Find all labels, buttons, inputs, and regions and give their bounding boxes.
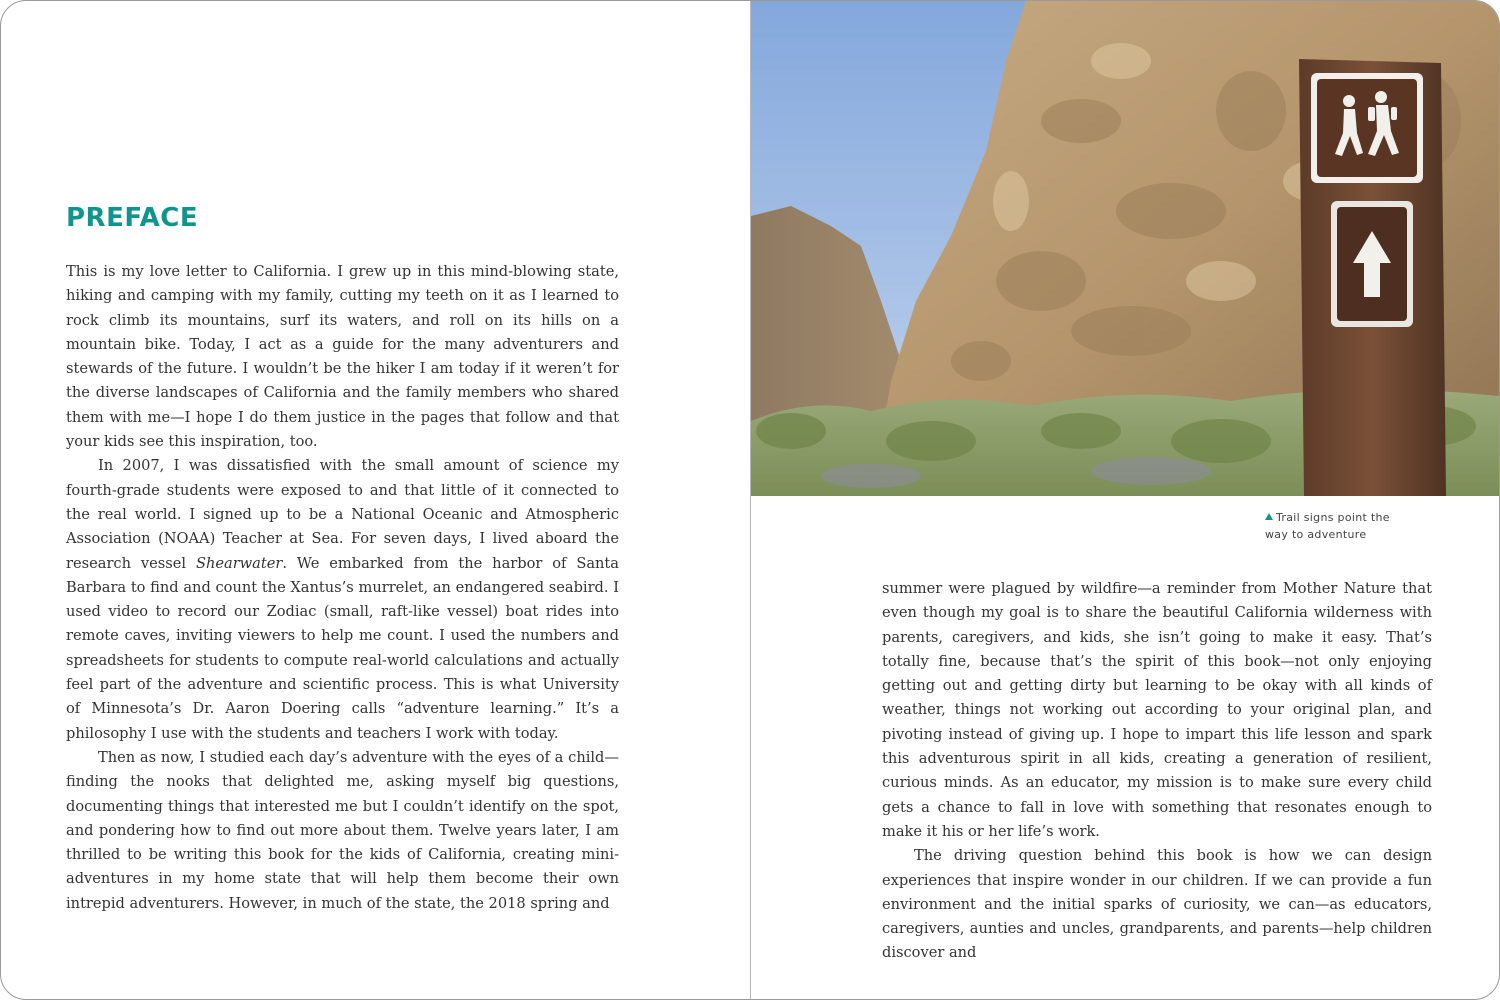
up-arrow-icon [1331,201,1413,327]
caption-line-1: Trail signs point the [1276,511,1390,524]
trail-sign-photo [751,1,1499,496]
page-title: PREFACE [66,203,199,233]
left-body-text [66,260,619,916]
left-page [1,1,750,999]
vessel-name: Shearwater [195,554,283,572]
paragraph-2-part-a: In 2007, I was dissatisfied with the small amount of science my fourth-grade students were exposed to and that little of it connected to the real world. I signed up to be a National Oceanic and Atmospheric Association (NOAA) Teacher at Sea. For seven days, I lived aboard the research vessel [66,457,619,572]
paragraph-2 [66,454,619,746]
caption-line-2: way to adventure [1265,528,1367,541]
photo-caption [1265,509,1425,543]
paragraph-2-part-b: . We embarked from the harbor of Santa Barbara to find and count the Xantus’s murrelet, an endangered seabird. I used video to record our Zodiac (small, raft-like vessel) boat rides into remote caves, inviting viewers to help me count. I used the numbers and spreadsheets for students to compute real-world calculations and actually feel part of the adventure and scientific process. This is what University of Minnesota’s Dr. Aaron Doering calls “adventure learning.” It’s a philosophy I use with the students and teachers I work with today. [66,554,620,742]
hiker-icon [1311,73,1423,183]
paragraph-4: summer were plagued by wildfire—a reminder from Mother Nature that even though my goal is to share the beautiful California wilderness with parents, caregivers, and kids, she isn’t going to make it easy. That’s totally fine, because that’s the spirit of this book—not only enjoying getting out and getting dirty but learning to be okay with all kinds of weather, things not working out according to your original plan, and pivoting instead of giving up. I hope to impart this life lesson and spark this adventurous spirit in all kids, creating a generation of resilient, curious minds. As an educator, my mission is to make sure every child gets a chance to fall in love with something that resonates enough to make it his or her life’s work. [882,580,1432,840]
paragraph-1: This is my love letter to California. I grew up in this mind-blowing state, hiking and camping with my family, cutting my teeth on it as I learned to rock climb its mountains, surf its waters, and roll on its hills on a mountain bike. Today, I act as a guide for the many adventurers and stewards of the future. I wouldn’t be the hiker I am today if it weren’t for the diverse landscapes of California and the family members who shared them with me—I hope I do them justice in the pages that follow and that your kids see this inspiration, too. [66,263,619,451]
paragraph-5: The driving question behind this book is how we can design experiences that inspire wonder in our children. If we can provide a fun environment and the initial sparks of curiosity, we can—as educators, caregivers, aunties and uncles, grandparents, and parents—help children discover and [882,847,1432,962]
right-page [751,1,1499,999]
paragraph-3: Then as now, I studied each day’s adventure with the eyes of a child—finding the nooks that delighted me, asking myself big questions, documenting things that interested me but I couldn’t identify on the spot, and pondering how to find out more about them. Twelve years later, I am thrilled to be writing this book for the kids of California, creating mini-adventures in my home state that will help them become their own intrepid adventurers. However, in much of the state, the 2018 spring and [66,748,619,912]
right-body-text [882,577,1432,966]
caption-triangle-icon [1265,513,1273,520]
